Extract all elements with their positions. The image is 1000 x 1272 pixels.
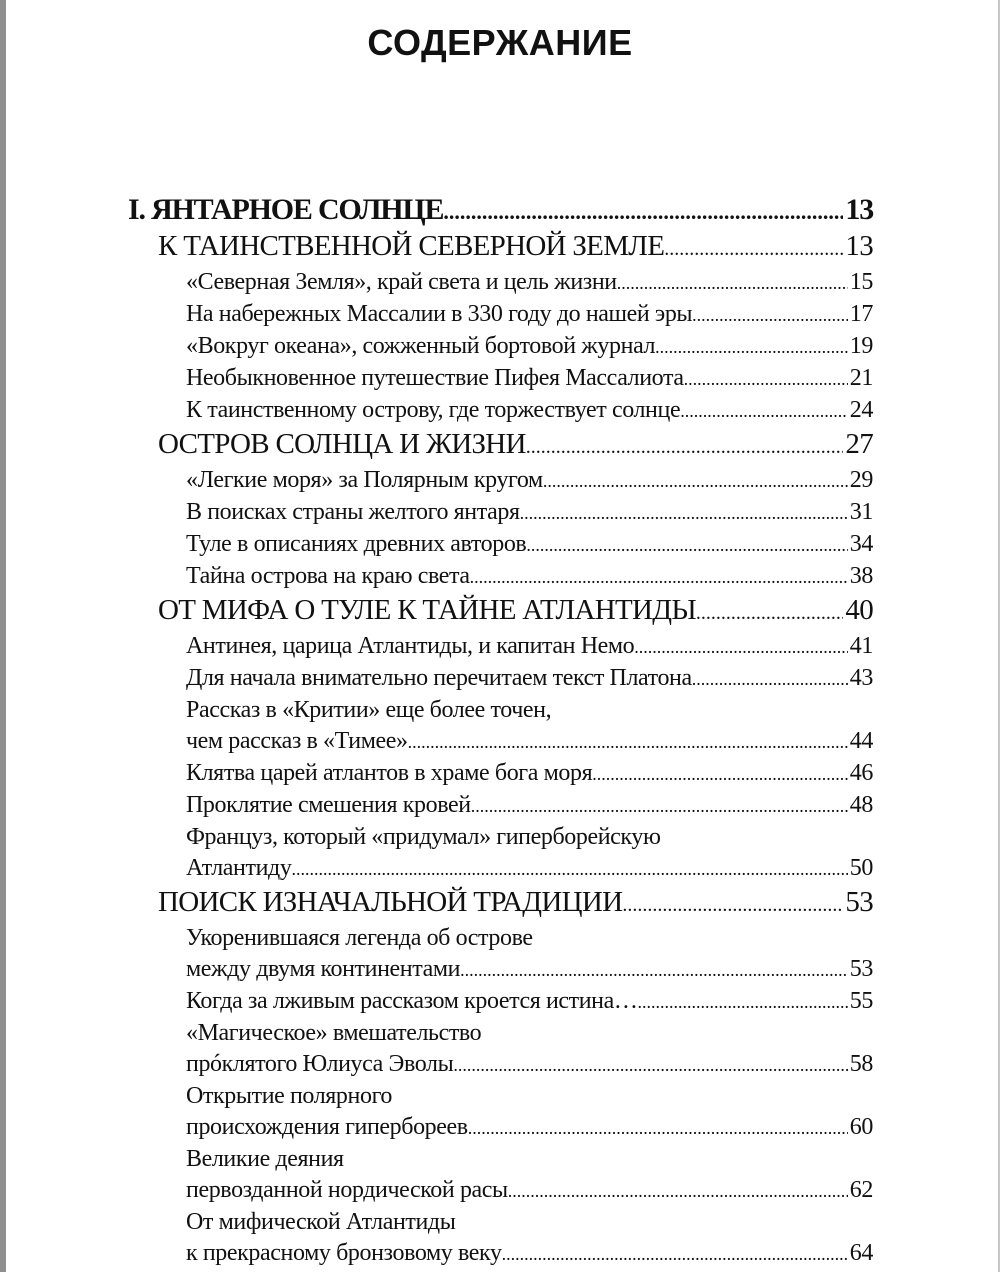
toc-entry-title-line: Француз, который «придумал» гиперборейскую <box>186 824 661 850</box>
toc-page-number: 55 <box>849 988 873 1014</box>
dot-leader <box>543 466 848 497</box>
dot-leader <box>520 498 848 529</box>
toc-section-entry[interactable] <box>128 1081 873 1144</box>
toc-entry-title: Когда за лживым рассказом кроется истина… <box>186 988 638 1014</box>
toc-entry-row <box>158 593 873 631</box>
toc-entry-row <box>186 954 873 986</box>
dot-leader <box>502 1239 848 1270</box>
toc-section-entry[interactable] <box>128 267 873 299</box>
dot-leader <box>470 562 848 593</box>
toc-section-entry[interactable] <box>128 1144 873 1207</box>
toc-page-number: 19 <box>849 333 873 359</box>
toc-entry-title: ПОИСК ИЗНАЧАЛЬНОЙ ТРАДИЦИИ <box>158 886 623 918</box>
toc-section-entry[interactable] <box>128 561 873 593</box>
toc-page-number: 24 <box>849 397 873 423</box>
toc-entry-title-line: Открытие полярного <box>186 1083 393 1109</box>
toc-entry-row <box>186 267 873 299</box>
toc-entry-row <box>186 790 873 822</box>
toc-entry-row <box>186 726 873 758</box>
toc-entry-row <box>186 331 873 363</box>
toc-section-entry[interactable] <box>128 299 873 331</box>
toc-section-entry[interactable] <box>128 822 873 885</box>
toc-chapter-entry[interactable] <box>128 229 873 267</box>
toc-page-number: 41 <box>849 633 873 659</box>
toc-entry-title: чем рассказ в «Тимее» <box>186 728 408 754</box>
toc-chapter-entry[interactable] <box>128 885 873 923</box>
toc-entry-title: «Вокруг океана», сожженный бортовой журнал <box>186 333 656 359</box>
toc-entry-title: На набережных Массалии в 330 году до нашей эры <box>186 301 693 327</box>
toc-entry-title: «Легкие моря» за Полярным кругом <box>186 467 543 493</box>
toc-section-entry[interactable] <box>128 529 873 561</box>
toc-page-number: 17 <box>849 301 873 327</box>
toc-entry-title-line: От мифической Атлантиды <box>186 1209 456 1235</box>
page-title: СОДЕРЖАНИЕ <box>367 22 633 63</box>
toc-chapter-entry[interactable] <box>128 427 873 465</box>
toc-section-entry[interactable] <box>128 465 873 497</box>
page-left-edge <box>0 0 6 1272</box>
toc-section-entry[interactable] <box>128 497 873 529</box>
toc-entry-row <box>186 465 873 497</box>
dot-leader <box>453 1050 847 1081</box>
toc-page-number: 27 <box>845 428 873 460</box>
toc-entry-title: ОСТРОВ СОЛНЦА И ЖИЗНИ <box>158 428 526 460</box>
dot-leader <box>680 396 848 427</box>
dot-leader <box>408 727 848 758</box>
dot-leader <box>592 759 848 790</box>
toc-section-entry[interactable] <box>128 1018 873 1081</box>
dot-leader <box>637 987 847 1018</box>
toc-section-entry[interactable] <box>128 363 873 395</box>
toc-entry-row <box>186 363 873 395</box>
toc-entry-title: Проклятие смешения кровей <box>186 792 471 818</box>
toc-entry-row <box>186 986 873 1018</box>
toc-entry-title: происхождения гипербореев <box>186 1114 468 1140</box>
dot-leader <box>471 791 848 822</box>
toc-page-number: 44 <box>849 728 873 754</box>
toc-section-entry[interactable] <box>128 695 873 758</box>
dot-leader <box>617 268 848 299</box>
toc-section-entry[interactable] <box>128 790 873 822</box>
dot-leader <box>655 332 848 363</box>
toc-entry-row <box>186 561 873 593</box>
toc-page-number: 13 <box>845 230 873 262</box>
toc-page-number: 31 <box>849 499 873 525</box>
dot-leader <box>468 1113 848 1144</box>
dot-leader <box>460 955 848 986</box>
toc-entry-title: Атлантиду <box>186 855 292 881</box>
toc-page-number: 53 <box>849 956 873 982</box>
toc-entry-title: «Северная Земля», край света и цель жизни <box>186 269 617 295</box>
toc-entry-row <box>186 853 873 885</box>
toc-page-number: 60 <box>849 1114 873 1140</box>
toc-page-number: 53 <box>845 886 873 918</box>
toc-page-number: 40 <box>845 594 873 626</box>
toc-entry-row <box>186 1112 873 1144</box>
toc-page-number: 62 <box>849 1177 873 1203</box>
toc-entry-title: К ТАИНСТВЕННОЙ СЕВЕРНОЙ ЗЕМЛЕ <box>158 230 665 262</box>
dot-leader <box>526 430 844 465</box>
toc-section-entry[interactable] <box>128 986 873 1018</box>
toc-entry-row <box>186 631 873 663</box>
toc-section-entry[interactable] <box>128 663 873 695</box>
toc-entry-row <box>186 529 873 561</box>
dot-leader <box>634 632 848 663</box>
toc-page-number: 46 <box>849 760 873 786</box>
toc-entry-title: В поисках страны желтого янтаря <box>186 499 520 525</box>
toc-page-number: 34 <box>849 531 873 557</box>
toc-page-number: 58 <box>849 1051 873 1077</box>
dot-leader <box>291 854 847 885</box>
toc-page-number: 50 <box>849 855 873 881</box>
toc-entry-title: между двумя континентами <box>186 956 461 982</box>
toc-entry-row <box>186 1238 873 1270</box>
toc-entry-row <box>186 299 873 331</box>
toc-entry-title: к прекрасному бронзовому веку <box>186 1240 502 1266</box>
toc-section-entry[interactable] <box>128 395 873 427</box>
toc-page-number: 29 <box>849 467 873 493</box>
dot-leader <box>526 530 847 561</box>
toc-entry-row <box>186 758 873 790</box>
toc-entry-row <box>186 395 873 427</box>
toc-entry-row <box>186 497 873 529</box>
dot-leader <box>696 596 843 631</box>
toc-entry-title-line: Укоренившаяся легенда об острове <box>186 925 533 951</box>
toc-entry-title: I. ЯНТАРНОЕ СОЛНЦЕ <box>128 193 444 226</box>
dot-leader <box>684 364 848 395</box>
toc-chapter-entry[interactable] <box>128 593 873 631</box>
dot-leader <box>443 194 843 229</box>
toc-part-entry[interactable] <box>128 192 873 229</box>
toc-entry-row <box>158 229 873 267</box>
toc-entry-title: Антинея, царица Атлантиды, и капитан Немо <box>186 633 635 659</box>
toc-page-number: 15 <box>849 269 873 295</box>
toc-page-number: 64 <box>849 1240 873 1266</box>
toc-section-entry[interactable] <box>128 331 873 363</box>
toc-entry-row <box>128 192 873 229</box>
toc-entry-row <box>186 1049 873 1081</box>
toc-page-number: 43 <box>849 665 873 691</box>
toc-entry-row <box>186 663 873 695</box>
toc-section-entry[interactable] <box>128 923 873 986</box>
toc-entry-title: Для начала внимательно перечитаем текст Платона <box>186 665 692 691</box>
toc-entry-title: ОТ МИФА О ТУЛЕ К ТАЙНЕ АТЛАНТИДЫ <box>158 594 696 626</box>
toc-entry-title: прóклятого Юлиуса Эволы <box>186 1051 454 1077</box>
toc-entry-row <box>158 885 873 923</box>
toc-entry-title-line: Великие деяния <box>186 1146 344 1172</box>
toc-entry-title: Клятва царей атлантов в храме бога моря <box>186 760 593 786</box>
dot-leader <box>622 888 843 923</box>
dot-leader <box>692 664 848 695</box>
dot-leader <box>664 232 843 267</box>
toc-section-entry[interactable] <box>128 631 873 663</box>
toc-entry-title: первозданной нордической расы <box>186 1177 508 1203</box>
toc-page-number: 38 <box>849 563 873 589</box>
toc-page-number: 13 <box>845 193 873 226</box>
toc-entry-title: Необыкновенное путешествие Пифея Массалиота <box>186 365 684 391</box>
dot-leader <box>692 300 848 331</box>
toc-section-entry[interactable] <box>128 1207 873 1270</box>
toc-section-entry[interactable] <box>128 758 873 790</box>
toc-entry-title-line: «Магическое» вмешательство <box>186 1020 482 1046</box>
toc-entry-title: Туле в описаниях древних авторов <box>186 531 527 557</box>
toc-entry-title: Тайна острова на краю света <box>186 563 470 589</box>
toc-page-number: 21 <box>849 365 873 391</box>
toc-page-number: 48 <box>849 792 873 818</box>
toc-entry-title: К таинственному острову, где торжествует солнце <box>186 397 681 423</box>
table-of-contents <box>128 192 873 1270</box>
toc-entry-row <box>186 1175 873 1207</box>
dot-leader <box>508 1176 848 1207</box>
toc-entry-title-line: Рассказ в «Критии» еще более точен, <box>186 697 552 723</box>
toc-entry-row <box>158 427 873 465</box>
